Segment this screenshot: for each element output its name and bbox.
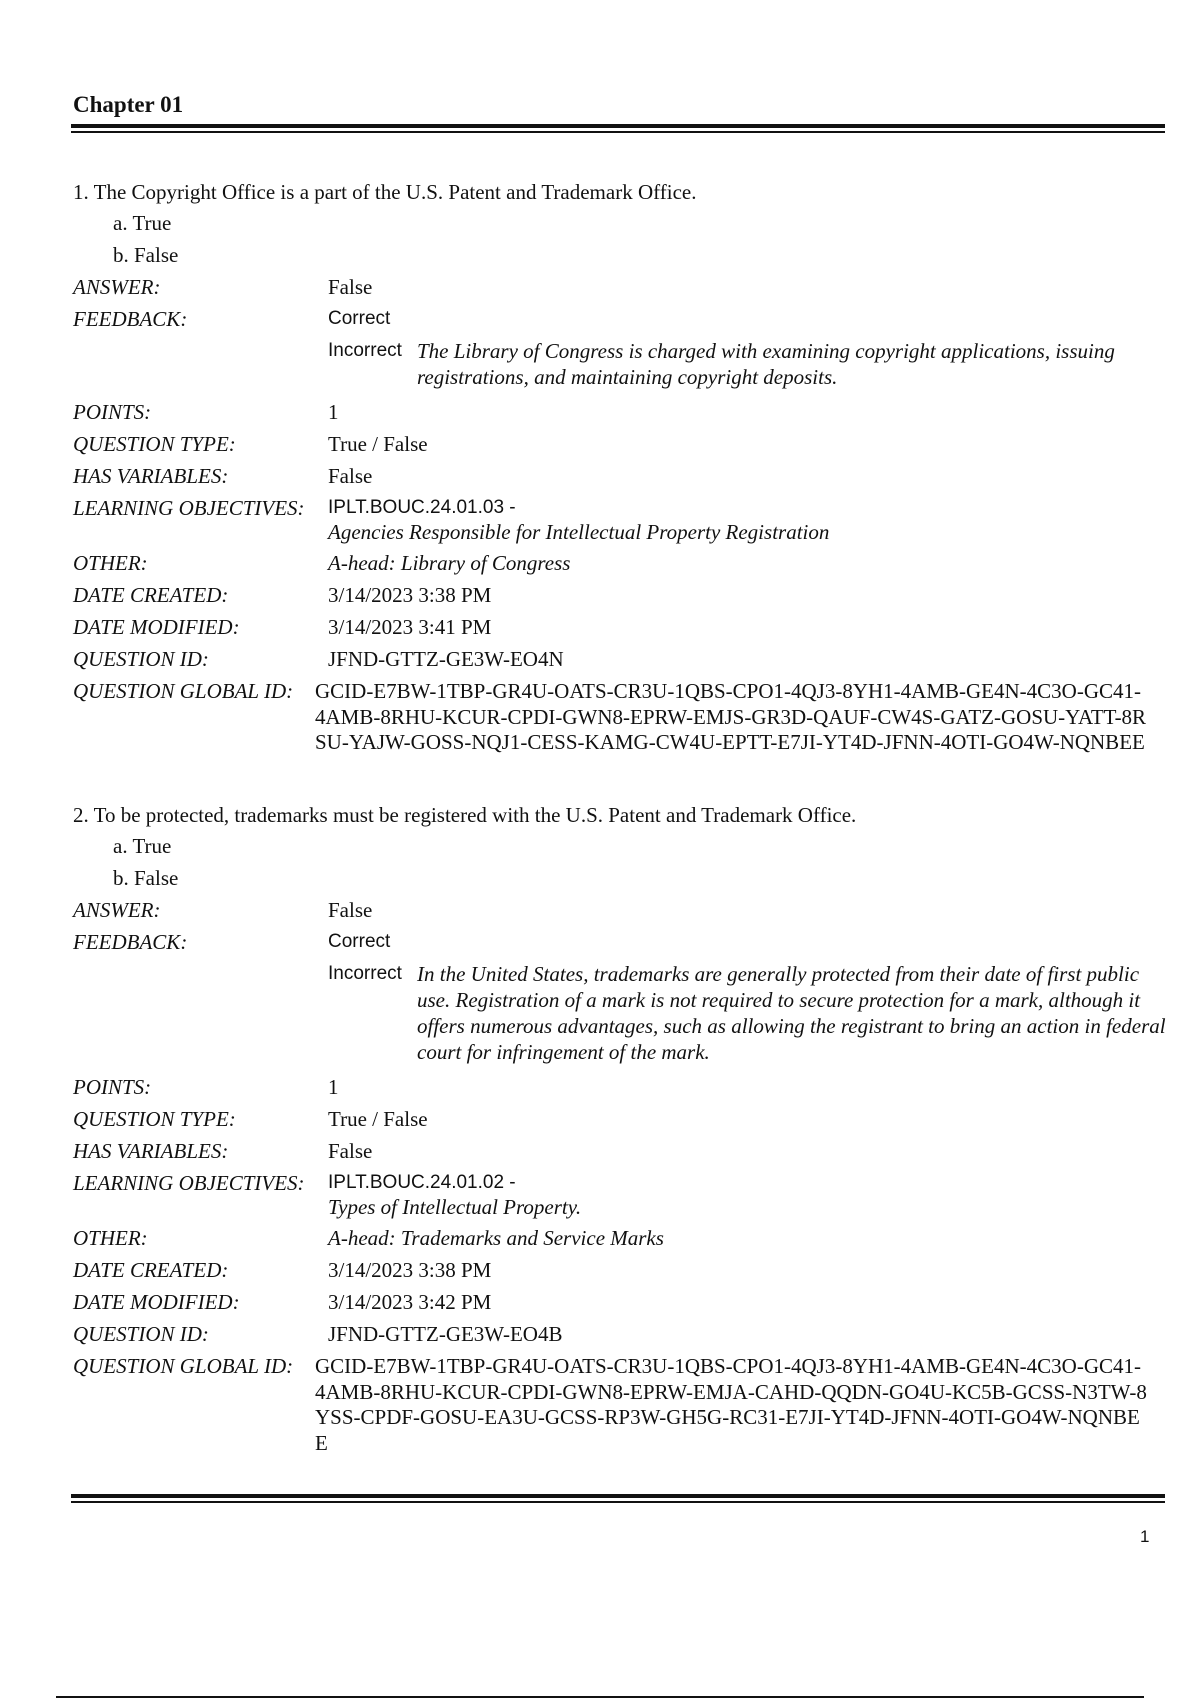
feedback-incorrect-text: The Library of Congress is charged with examining copyright applications, issuing registrations, and maintaining copyright deposits. xyxy=(417,339,1115,389)
date-created-value: 3/14/2023 3:38 PM xyxy=(328,583,492,607)
page-number: 1 xyxy=(1140,1527,1150,1546)
feedback-incorrect-row xyxy=(328,958,1168,1071)
learning-objectives-row xyxy=(73,492,1168,547)
other-row xyxy=(73,1222,1168,1254)
question-1 xyxy=(73,178,1168,756)
has-variables-row xyxy=(73,1135,1168,1167)
date-created-value: 3/14/2023 3:38 PM xyxy=(328,1258,492,1282)
question-stem: 1. The Copyright Office is a part of the U.S. Patent and Trademark Office. xyxy=(73,180,697,204)
question-id-value: JFND-GTTZ-GE3W-EO4B xyxy=(328,1322,563,1346)
other-row xyxy=(73,547,1168,579)
points-value: 1 xyxy=(328,1075,339,1099)
other-label: OTHER: xyxy=(73,551,148,575)
has-variables-label: HAS VARIABLES: xyxy=(73,1139,229,1163)
feedback-correct-tag: Correct xyxy=(328,931,391,952)
learning-objectives-label: LEARNING OBJECTIVES: xyxy=(73,1171,305,1195)
has-variables-row xyxy=(73,460,1168,492)
learning-objectives-row xyxy=(73,1167,1168,1222)
page-edge-rule xyxy=(56,1696,1144,1698)
chapter-title: Chapter 01 xyxy=(73,92,184,117)
date-created-row xyxy=(73,579,1168,611)
feedback-incorrect-row xyxy=(328,335,1168,396)
question-stem: 2. To be protected, trademarks must be registered with the U.S. Patent and Trademark Office. xyxy=(73,803,857,827)
question-2 xyxy=(73,801,1168,1456)
learning-objectives-label: LEARNING OBJECTIVES: xyxy=(73,496,305,520)
date-created-label: DATE CREATED: xyxy=(73,1258,229,1282)
date-modified-row xyxy=(73,1286,1168,1318)
question-global-id-value: GCID-E7BW-1TBP-GR4U-OATS-CR3U-1QBS-CPO1-4QJ3-8YH1-4AMB-GE4N-4C3O-GC41-4AMB-8RHU-KCUR-CPDI-GWN8-EPRW-EMJA-CAHD-QQDN-GO4U-KC5B-GCSS-N3TW-8YSS-CPDF-GOSU-EA3U-GCSS-RP3W-GH5G-RC31-E7JI-YT4D-JFNN-4OTI-GO4W-NQNBEE xyxy=(315,1354,1147,1455)
answer-row xyxy=(73,894,1168,926)
question-id-row xyxy=(73,643,1168,675)
answer-row xyxy=(73,271,1168,303)
question-type-label: QUESTION TYPE: xyxy=(73,432,236,456)
choice-b: b. False xyxy=(113,243,179,267)
question-type-value: True / False xyxy=(328,432,428,456)
learning-objectives-value xyxy=(328,1167,1168,1222)
answer-label: ANSWER: xyxy=(73,898,161,922)
answer-value: False xyxy=(328,275,373,299)
feedback-row xyxy=(73,926,1168,1071)
feedback-incorrect-text: In the United States, trademarks are generally protected from their date of first public use. Registration of a mark is not required to secure protection for a mark, although it offers numerous advantages, such as allowing the registrant to bring an action in federal court for infringement of the mark. xyxy=(417,962,1166,1064)
feedback-block xyxy=(328,303,1168,396)
has-variables-value: False xyxy=(328,1139,373,1163)
question-type-row xyxy=(73,428,1168,460)
choice-b: b. False xyxy=(113,866,179,890)
date-created-row xyxy=(73,1254,1168,1286)
other-value: A-head: Trademarks and Service Marks xyxy=(328,1226,664,1250)
other-value: A-head: Library of Congress xyxy=(328,551,571,575)
learning-objective-desc: Agencies Responsible for Intellectual Property Registration xyxy=(328,520,830,544)
answer-label: ANSWER: xyxy=(73,275,161,299)
learning-objective-desc: Types of Intellectual Property. xyxy=(328,1195,582,1219)
question-id-label: QUESTION ID: xyxy=(73,647,209,671)
feedback-block xyxy=(328,926,1168,1071)
question-global-id-row xyxy=(73,675,1168,756)
points-value: 1 xyxy=(328,400,339,424)
learning-objectives-value xyxy=(328,492,1168,547)
feedback-row xyxy=(73,303,1168,396)
question-global-id-row xyxy=(73,1350,1168,1456)
points-label: POINTS: xyxy=(73,1075,152,1099)
date-modified-row xyxy=(73,611,1168,643)
date-created-label: DATE CREATED: xyxy=(73,583,229,607)
feedback-incorrect-tag: Incorrect xyxy=(328,340,402,361)
question-type-label: QUESTION TYPE: xyxy=(73,1107,236,1131)
points-row xyxy=(73,396,1168,428)
date-modified-value: 3/14/2023 3:41 PM xyxy=(328,615,492,639)
question-type-row xyxy=(73,1103,1168,1135)
feedback-incorrect-tag: Incorrect xyxy=(328,963,402,984)
feedback-label: FEEDBACK: xyxy=(73,307,188,331)
has-variables-value: False xyxy=(328,464,373,488)
points-label: POINTS: xyxy=(73,400,152,424)
learning-objective-code: IPLT.BOUC.24.01.03 - xyxy=(328,497,516,518)
question-global-id-label: QUESTION GLOBAL ID: xyxy=(73,1354,294,1378)
feedback-label: FEEDBACK: xyxy=(73,930,188,954)
question-id-label: QUESTION ID: xyxy=(73,1322,209,1346)
has-variables-label: HAS VARIABLES: xyxy=(73,464,229,488)
choice-a: a. True xyxy=(113,834,172,858)
question-global-id-label: QUESTION GLOBAL ID: xyxy=(73,679,294,703)
answer-value: False xyxy=(328,898,373,922)
question-id-row xyxy=(73,1318,1168,1350)
question-type-value: True / False xyxy=(328,1107,428,1131)
date-modified-label: DATE MODIFIED: xyxy=(73,1290,240,1314)
date-modified-value: 3/14/2023 3:42 PM xyxy=(328,1290,492,1314)
points-row xyxy=(73,1071,1168,1103)
question-id-value: JFND-GTTZ-GE3W-EO4N xyxy=(328,647,564,671)
footer-rule xyxy=(71,1494,1165,1503)
date-modified-label: DATE MODIFIED: xyxy=(73,615,240,639)
learning-objective-code: IPLT.BOUC.24.01.02 - xyxy=(328,1172,516,1193)
choice-a: a. True xyxy=(113,211,172,235)
feedback-correct-tag: Correct xyxy=(328,308,391,329)
other-label: OTHER: xyxy=(73,1226,148,1250)
question-global-id-value: GCID-E7BW-1TBP-GR4U-OATS-CR3U-1QBS-CPO1-4QJ3-8YH1-4AMB-GE4N-4C3O-GC41-4AMB-8RHU-KCUR-CPDI-GWN8-EPRW-EMJS-GR3D-QAUF-CW4S-GATZ-GOSU-YATT-8RSU-YAJW-GOSS-NQJ1-CESS-KAMG-CW4U-EPTT-E7JI-YT4D-JFNN-4OTI-GO4W-NQNBEE xyxy=(315,679,1147,754)
header-rule xyxy=(71,124,1165,133)
